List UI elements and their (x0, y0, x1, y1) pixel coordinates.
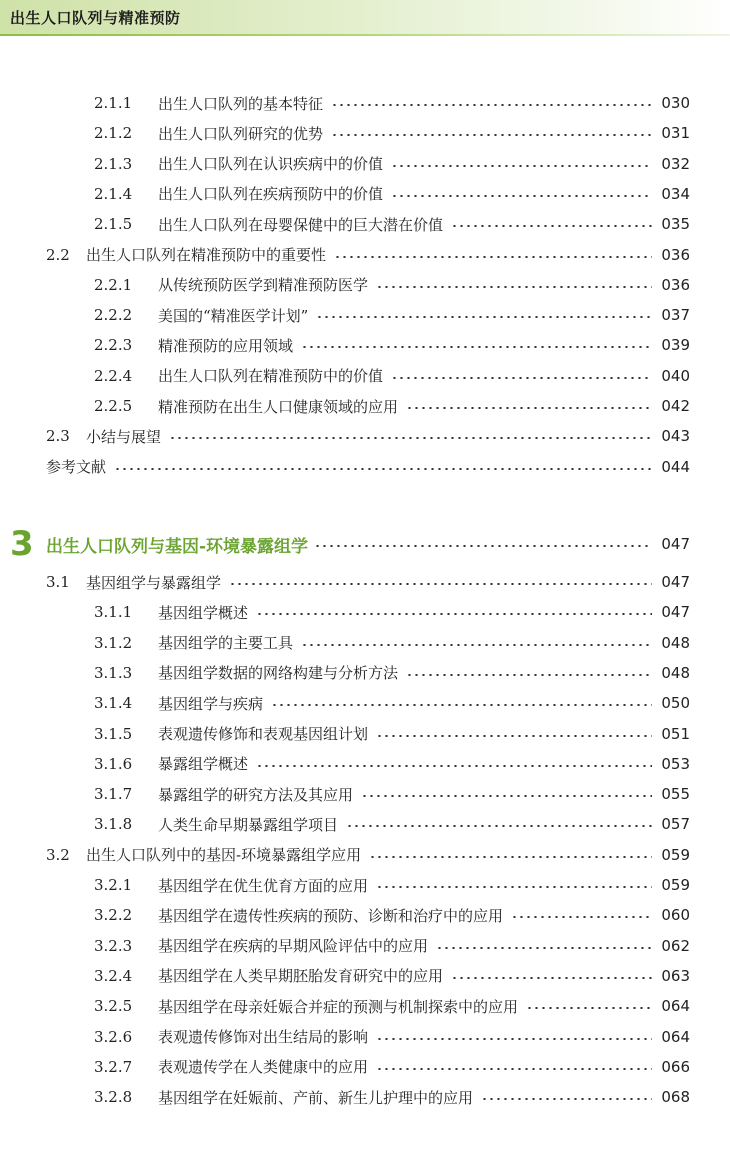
dot-leader (391, 377, 652, 379)
toc-entry-title: 出生人口队列在精准预防中的价值 (158, 367, 384, 386)
dot-leader (169, 437, 652, 439)
toc-entry-title: 基因组学在人类早期胚胎发育研究中的应用 (158, 967, 444, 986)
header-divider (0, 34, 730, 36)
dot-leader (256, 613, 652, 615)
toc-entry-page: 032 (661, 154, 690, 173)
dot-leader (361, 795, 652, 797)
toc-entry-title: 参考文献 (46, 458, 107, 477)
toc-entry[interactable] (94, 934, 690, 958)
dot-leader (256, 765, 652, 767)
dot-leader (376, 286, 652, 288)
toc-entry-number: 2.2.5 (94, 397, 133, 415)
toc-entry-title: 基因组学概述 (158, 603, 249, 622)
toc-entry[interactable] (46, 570, 690, 594)
toc-entry[interactable] (94, 994, 690, 1018)
toc-entry[interactable] (46, 243, 690, 267)
chapter-heading[interactable] (10, 524, 690, 564)
toc-entry-number: 3.2 (46, 845, 70, 864)
toc-entry-title: 精准预防在出生人口健康领域的应用 (158, 397, 399, 416)
toc-entry-page: 042 (661, 397, 690, 415)
toc-entry[interactable] (94, 691, 690, 715)
dot-leader (271, 704, 652, 706)
toc-entry-page: 063 (661, 966, 690, 985)
toc-entry-title: 美国的“精准医学计划” (158, 306, 309, 325)
dot-leader (376, 1038, 652, 1040)
toc-entry-title: 出生人口队列研究的优势 (158, 124, 324, 143)
toc-entry-page: 037 (661, 306, 690, 325)
dot-leader (511, 916, 652, 918)
toc-entry-page: 068 (661, 1088, 690, 1107)
toc-entry-number: 2.2.3 (94, 336, 133, 355)
toc-entry-title: 出生人口队列在疾病预防中的价值 (158, 185, 384, 204)
toc-entry-page: 050 (661, 694, 690, 713)
toc-entry-number: 3.2.6 (94, 1027, 133, 1046)
toc-entry-title: 出生人口队列在认识疾病中的价值 (158, 155, 384, 174)
dot-leader (376, 735, 652, 737)
toc-entry-title: 基因组学在遗传性疾病的预防、诊断和治疗中的应用 (158, 906, 504, 925)
toc-entry-page: 066 (661, 1057, 690, 1076)
toc-entry[interactable] (94, 873, 690, 897)
dot-leader (346, 825, 652, 827)
toc-entry-number: 2.2.1 (94, 275, 133, 294)
toc-entry-title: 表观遗传修饰和表观基因组计划 (158, 725, 369, 743)
toc-entry-number: 2.2 (46, 245, 70, 264)
dot-leader (376, 886, 652, 888)
dot-leader (451, 977, 652, 979)
toc-entry-number: 3.2.8 (94, 1088, 133, 1107)
dot-leader (376, 1068, 652, 1070)
dot-leader (406, 674, 652, 676)
toc-entry[interactable] (94, 364, 690, 388)
toc-entry-page: 036 (661, 245, 690, 264)
dot-leader (391, 195, 652, 197)
chapter-number: 3 (10, 524, 34, 564)
toc-entry-title: 暴露组学概述 (158, 755, 249, 774)
toc-entry[interactable] (94, 661, 690, 685)
toc-entry-page: 040 (661, 366, 690, 385)
toc-entry-number: 3.2.4 (94, 966, 133, 985)
chapter-page-number: 047 (661, 535, 690, 553)
toc-entry-page: 047 (661, 603, 690, 622)
toc-entry-title: 出生人口队列在母婴保健中的巨大潜在价值 (158, 215, 444, 234)
dot-leader (301, 644, 652, 646)
dot-leader (451, 225, 652, 227)
toc-entry[interactable] (94, 903, 690, 927)
toc-entry[interactable] (94, 812, 690, 836)
toc-entry-page: 034 (661, 184, 690, 203)
toc-entry-title: 基因组学在妊娠前、产前、新生儿护理中的应用 (158, 1088, 474, 1107)
toc-entry-page: 039 (661, 336, 690, 355)
toc-entry[interactable] (94, 782, 690, 806)
toc-entry-title: 人类生命早期暴露组学项目 (158, 815, 339, 834)
toc-entry-number: 2.2.2 (94, 306, 133, 325)
toc-entry[interactable] (94, 631, 690, 655)
toc-entry-page: 064 (661, 997, 690, 1016)
toc-entry-title: 小结与展望 (86, 427, 162, 446)
toc-entry-number: 3.1.3 (94, 663, 133, 682)
toc-entry-number: 3.2.3 (94, 936, 133, 955)
toc-entry-number: 2.1.4 (94, 184, 133, 203)
toc-entry-page: 031 (661, 124, 690, 143)
toc-entry-title: 从传统预防医学到精准预防医学 (158, 276, 369, 295)
toc-entry[interactable] (46, 424, 690, 448)
toc-entry-number: 2.3 (46, 427, 70, 446)
dot-leader (526, 1007, 652, 1009)
toc-entry-page: 059 (661, 876, 690, 894)
toc-entry[interactable] (94, 1055, 690, 1079)
toc-entry-title: 表观遗传学在人类健康中的应用 (158, 1058, 369, 1077)
dot-leader (229, 583, 652, 585)
toc-entry-page: 035 (661, 215, 690, 234)
toc-entry-number: 2.2.4 (94, 366, 133, 385)
toc-entry-page: 044 (661, 457, 690, 476)
toc-entry-page: 057 (661, 815, 690, 834)
dot-leader (481, 1098, 652, 1100)
toc-entry-number: 2.1.5 (94, 215, 133, 234)
dot-leader (436, 947, 652, 949)
toc-entry-number: 3.2.2 (94, 906, 133, 925)
running-header (0, 0, 730, 34)
dot-leader (114, 468, 652, 470)
toc-entry-title: 基因组学数据的网络构建与分析方法 (158, 664, 399, 683)
toc-entry[interactable] (94, 182, 690, 206)
toc-entry-page: 060 (661, 906, 690, 925)
dot-leader (316, 316, 652, 318)
toc-entry-number: 3.2.7 (94, 1057, 133, 1076)
toc-entry[interactable] (94, 121, 690, 145)
dot-leader (334, 256, 652, 258)
toc-entry[interactable] (94, 152, 690, 176)
toc-entry[interactable] (94, 212, 690, 236)
toc-entry-page: 051 (661, 724, 690, 743)
toc-entry[interactable] (94, 394, 690, 418)
toc-entry[interactable] (94, 1025, 690, 1049)
toc-entry[interactable] (94, 600, 690, 624)
toc-entry[interactable] (94, 273, 690, 297)
toc-entry-number: 3.1 (46, 573, 70, 591)
toc-entry[interactable] (94, 752, 690, 776)
toc-entry-page: 048 (661, 633, 690, 652)
toc-entry-page: 053 (661, 754, 690, 773)
toc-entry-number: 3.1.1 (94, 603, 133, 622)
toc-entry-page: 064 (661, 1027, 690, 1046)
toc-entry-number: 2.1.2 (94, 124, 133, 143)
toc-entry[interactable] (94, 303, 690, 327)
toc-entry-title: 出生人口队列中的基因-环境暴露组学应用 (86, 846, 362, 865)
dot-leader (406, 407, 652, 409)
toc-entry-title: 基因组学在母亲妊娠合并症的预测与机制探索中的应用 (158, 997, 519, 1016)
toc-entry-page: 036 (661, 275, 690, 294)
dot-leader (314, 545, 652, 547)
toc-entry[interactable] (94, 722, 690, 746)
toc-entry[interactable] (94, 1085, 690, 1109)
toc-entry-number: 3.1.8 (94, 815, 133, 834)
toc-entry-page: 059 (661, 845, 690, 864)
dot-leader (301, 346, 652, 348)
toc-entry-number: 3.2.1 (94, 876, 133, 894)
dot-leader (331, 134, 652, 136)
toc-entry-title: 表观遗传修饰对出生结局的影响 (158, 1028, 369, 1046)
toc-entry-title: 出生人口队列在精准预防中的重要性 (86, 246, 327, 264)
toc-entry-title: 出生人口队列的基本特征 (158, 94, 324, 113)
toc-entry-title: 暴露组学的研究方法及其应用 (158, 785, 354, 804)
toc-entry-title: 精准预防的应用领域 (158, 336, 294, 355)
toc-entry-page: 055 (661, 785, 690, 804)
toc-entry-number: 3.1.4 (94, 694, 133, 713)
toc-entry-number: 3.1.5 (94, 724, 133, 743)
toc-entry-number: 2.1.1 (94, 94, 133, 112)
toc-entry[interactable] (94, 964, 690, 988)
toc-entry-number: 2.1.3 (94, 154, 133, 173)
dot-leader (391, 165, 652, 167)
toc-entry-page: 030 (661, 94, 690, 112)
chapter-title: 出生人口队列与基因-环境暴露组学 (46, 536, 309, 557)
toc-entry-number: 3.1.6 (94, 754, 133, 773)
toc-entry-number: 3.1.2 (94, 633, 133, 652)
toc-entry[interactable] (94, 91, 690, 115)
toc-entry-number: 3.2.5 (94, 997, 133, 1016)
toc-entry-title: 基因组学的主要工具 (158, 634, 294, 653)
dot-leader (369, 856, 652, 858)
toc-entry-page: 043 (661, 427, 690, 446)
toc-entry[interactable] (46, 455, 690, 479)
toc-entry-title: 基因组学与疾病 (158, 694, 264, 713)
toc-entry-page: 048 (661, 663, 690, 682)
toc-entry-number: 3.1.7 (94, 785, 133, 804)
toc-entry[interactable] (46, 843, 690, 867)
toc-entry-title: 基因组学与暴露组学 (86, 573, 222, 592)
dot-leader (331, 104, 652, 106)
toc-entry-title: 基因组学在优生优育方面的应用 (158, 876, 369, 895)
running-header-title: 出生人口队列与精准预防 (10, 9, 181, 27)
toc-entry-page: 047 (661, 573, 690, 591)
toc-entry-page: 062 (661, 936, 690, 955)
toc-entry[interactable] (94, 333, 690, 357)
toc-entry-title: 基因组学在疾病的早期风险评估中的应用 (158, 937, 429, 956)
